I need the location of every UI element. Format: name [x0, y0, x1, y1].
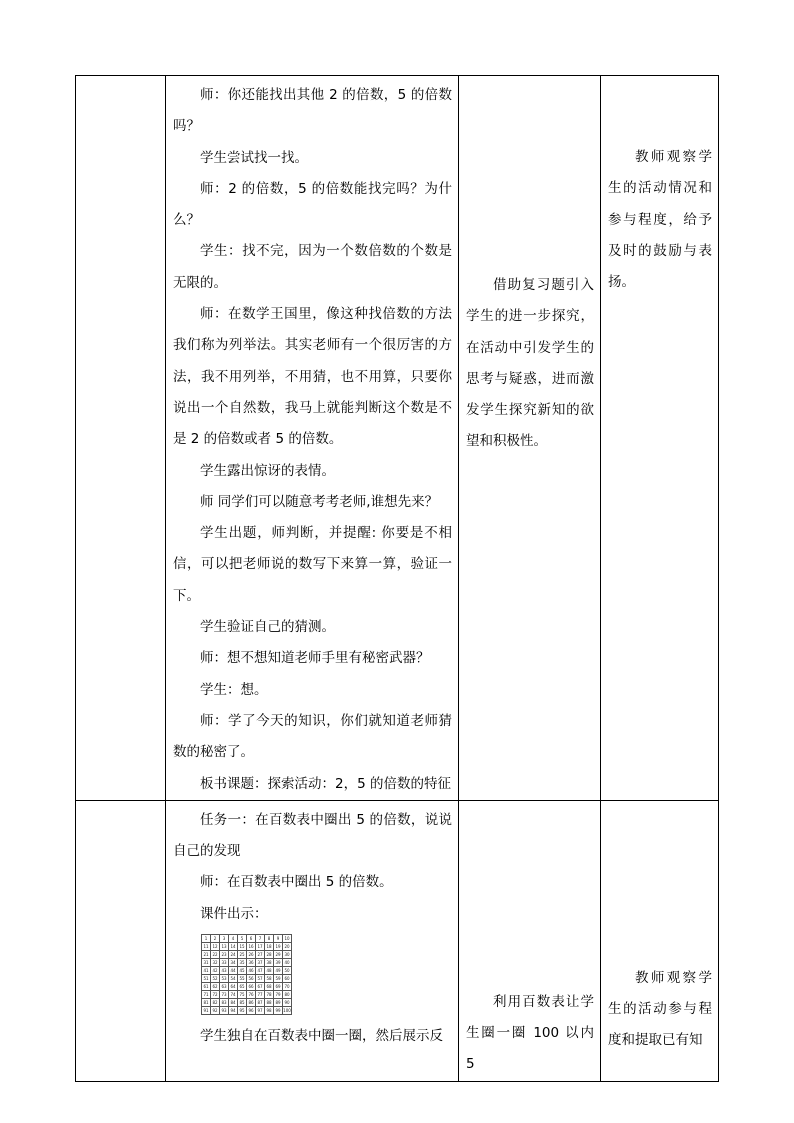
- intent-cell: [459, 800, 601, 1081]
- table-row: [76, 76, 719, 801]
- hundred-chart-cell: 76: [248, 992, 254, 998]
- hundred-chart-cell: 13: [221, 944, 227, 950]
- paragraph: 学生验证自己的猜测。: [200, 619, 335, 636]
- hundred-chart-cell: 81: [203, 1000, 209, 1006]
- paragraph: 学生：想。: [200, 681, 268, 698]
- hundred-chart-cell: 11: [203, 944, 209, 950]
- table-row: [76, 800, 719, 1081]
- hundred-chart-cell: 85: [239, 1000, 245, 1006]
- hundred-chart-cell: 55: [239, 976, 245, 982]
- hundred-chart: [201, 934, 292, 1015]
- hundred-chart-cell: 62: [212, 984, 218, 990]
- hundred-chart-cell: 25: [239, 952, 245, 958]
- hundred-chart-cell: 5: [238, 935, 247, 943]
- intent-cell: [459, 76, 601, 801]
- hundred-chart-cell: 67: [257, 984, 263, 990]
- hundred-chart-cell: 91: [203, 1008, 209, 1014]
- hundred-chart-cell: 75: [239, 992, 245, 998]
- hundred-chart-cell: 47: [257, 968, 263, 974]
- paragraph: 师：你还能找出其他 2 的倍数，5 的倍数吗？: [173, 87, 452, 135]
- lesson-plan-table: [75, 75, 719, 1082]
- hundred-chart-cell: 98: [266, 1008, 272, 1014]
- hundred-chart-row: [202, 999, 292, 1007]
- paragraph: 学生出题，师判断，并提醒: 你要是不相信，可以把老师说的数写下来算一算，验证一下。: [173, 525, 452, 604]
- hundred-chart-cell: 28: [266, 952, 272, 958]
- hundred-chart-cell: 87: [257, 1000, 263, 1006]
- hundred-chart-cell: 12: [212, 944, 218, 950]
- hundred-chart-cell: 41: [203, 968, 209, 974]
- hundred-chart-cell: 52: [212, 976, 218, 982]
- hundred-chart-cell: 46: [248, 968, 254, 974]
- hundred-chart-cell: 70: [284, 984, 290, 990]
- hundred-chart-cell: 16: [248, 944, 254, 950]
- evaluation-text: 教师观察学生的活动参与程度和提取已有知: [608, 969, 712, 1049]
- hundred-chart-cell: 66: [248, 984, 254, 990]
- hundred-chart-cell: 23: [221, 952, 227, 958]
- hundred-chart-cell: 43: [221, 968, 227, 974]
- hundred-chart-cell: 49: [275, 968, 281, 974]
- hundred-chart-cell: 88: [266, 1000, 272, 1006]
- paragraph: 学生独自在百数表中圈一圈，然后展示反: [200, 1028, 443, 1045]
- hundred-chart-cell: 53: [221, 976, 227, 982]
- hundred-chart-row: [202, 1007, 292, 1015]
- hundred-chart-cell: 97: [257, 1008, 263, 1014]
- hundred-chart-cell: 90: [284, 1000, 290, 1006]
- hundred-chart-cell: 94: [230, 1008, 236, 1014]
- process-text: [173, 805, 452, 930]
- paragraph: 师：2 的倍数，5 的倍数能找完吗？为什么？: [173, 180, 452, 229]
- hundred-chart-cell: 99: [275, 1008, 281, 1014]
- hundred-chart-cell: 29: [275, 952, 281, 958]
- hundred-chart-cell: 89: [275, 1000, 281, 1006]
- hundred-chart-cell: 84: [230, 1000, 236, 1006]
- process-text: [173, 1021, 452, 1052]
- hundred-chart-cell: 100: [283, 1008, 291, 1014]
- paragraph: 师：想不想知道老师手里有秘密武器？: [200, 650, 430, 667]
- hundred-chart-cell: 82: [212, 1000, 218, 1006]
- process-cell: [166, 800, 459, 1081]
- hundred-chart-cell: 77: [257, 992, 263, 998]
- hundred-chart-cell: 44: [230, 968, 236, 974]
- hundred-chart-cell: 92: [212, 1008, 218, 1014]
- intent-text: 利用百数表让学生圈一圈 100 以内 5: [466, 993, 594, 1073]
- hundred-chart-cell: 30: [284, 952, 290, 958]
- hundred-chart-cell: 61: [203, 984, 209, 990]
- evaluation-cell: [601, 800, 719, 1081]
- hundred-chart-cell: 78: [266, 992, 272, 998]
- hundred-chart-cell: 3: [220, 935, 229, 943]
- hundred-chart-cell: 14: [230, 944, 236, 950]
- hundred-chart-cell: 83: [221, 1000, 227, 1006]
- paragraph: 板书课题：探索活动：2，5 的倍数的特征: [200, 775, 451, 792]
- paragraph: 课件出示：: [200, 905, 268, 922]
- hundred-chart-cell: 60: [284, 976, 290, 982]
- hundred-chart-cell: 65: [239, 984, 245, 990]
- paragraph: 师：在百数表中圈出 5 的倍数。: [200, 874, 393, 891]
- hundred-chart-cell: 96: [248, 1008, 254, 1014]
- stage-cell: [76, 76, 166, 801]
- hundred-chart-cell: 64: [230, 984, 236, 990]
- hundred-chart-cell: 45: [239, 968, 245, 974]
- hundred-chart-row: [202, 967, 292, 975]
- paragraph: 师 同学们可以随意考考老师,谁想先来？: [200, 493, 439, 510]
- hundred-chart-cell: 17: [257, 944, 263, 950]
- hundred-chart-cell: 4: [229, 935, 238, 943]
- hundred-chart-cell: 68: [266, 984, 272, 990]
- hundred-chart-cell: 54: [230, 976, 236, 982]
- hundred-chart-row: [202, 943, 292, 951]
- hundred-chart-cell: 48: [266, 968, 272, 974]
- hundred-chart-cell: 86: [248, 1000, 254, 1006]
- hundred-chart-cell: 39: [275, 960, 281, 966]
- hundred-chart-cell: 59: [275, 976, 281, 982]
- hundred-chart-cell: 31: [203, 960, 209, 966]
- hundred-chart-cell: 35: [239, 960, 245, 966]
- paragraph: 学生尝试找一找。: [200, 149, 308, 166]
- hundred-chart-cell: 38: [266, 960, 272, 966]
- hundred-chart-row: [202, 935, 292, 943]
- hundred-chart-cell: 1: [202, 935, 211, 943]
- hundred-chart-cell: 36: [248, 960, 254, 966]
- hundred-chart-cell: 19: [275, 944, 281, 950]
- hundred-chart-cell: 8: [265, 935, 274, 943]
- hundred-chart-cell: 15: [239, 944, 245, 950]
- hundred-chart-cell: 95: [239, 1008, 245, 1014]
- hundred-chart-cell: 71: [203, 992, 209, 998]
- hundred-chart-cell: 9: [274, 935, 283, 943]
- paragraph: 师：在数学王国里，像这种找倍数的方法我们称为列举法。其实老师有一个很厉害的方法，我不用列举，不用猜，也不用算，只要你说出一个自然数，我马上就能判断这个数是不是 2 的倍数或者 5 的倍数。: [173, 306, 452, 448]
- evaluation-cell: [601, 76, 719, 801]
- hundred-chart-cell: 42: [212, 968, 218, 974]
- hundred-chart-row: [202, 983, 292, 991]
- hundred-chart-row: [202, 991, 292, 999]
- hundred-chart-cell: 73: [221, 992, 227, 998]
- process-cell: [166, 76, 459, 801]
- paragraph: 任务一：在百数表中圈出 5 的倍数，说说自己的发现: [173, 811, 452, 860]
- evaluation-text: 教师观察学生的活动情况和参与程度，给予及时的鼓励与表扬。: [608, 149, 712, 291]
- hundred-chart-cell: 58: [266, 976, 272, 982]
- hundred-chart-cell: 63: [221, 984, 227, 990]
- hundred-chart-cell: 93: [221, 1008, 227, 1014]
- process-text: [166, 76, 458, 800]
- hundred-chart-cell: 40: [284, 960, 290, 966]
- hundred-chart-cell: 51: [203, 976, 209, 982]
- hundred-chart-cell: 34: [230, 960, 236, 966]
- hundred-chart-cell: 24: [230, 952, 236, 958]
- paragraph: 学生：找不完，因为一个数倍数的个数是无限的。: [173, 243, 452, 291]
- hundred-chart-cell: 69: [275, 984, 281, 990]
- hundred-chart-cell: 50: [284, 968, 290, 974]
- hundred-chart-cell: 37: [257, 960, 263, 966]
- hundred-chart-row: [202, 959, 292, 967]
- hundred-chart-cell: 56: [248, 976, 254, 982]
- hundred-chart-cell: 2: [211, 935, 220, 943]
- hundred-chart-row: [202, 951, 292, 959]
- hundred-chart-cell: 7: [256, 935, 265, 943]
- hundred-chart-cell: 72: [212, 992, 218, 998]
- hundred-chart-cell: 32: [212, 960, 218, 966]
- hundred-chart-cell: 57: [257, 976, 263, 982]
- hundred-chart-row: [202, 975, 292, 983]
- hundred-chart-cell: 18: [266, 944, 272, 950]
- hundred-chart-cell: 21: [203, 952, 209, 958]
- hundred-chart-cell: 22: [212, 952, 218, 958]
- hundred-chart-cell: 33: [221, 960, 227, 966]
- paragraph: 学生露出惊讶的表情。: [200, 462, 335, 479]
- hundred-chart-cell: 20: [284, 944, 290, 950]
- hundred-chart-cell: 10: [284, 936, 290, 942]
- hundred-chart-cell: 6: [247, 935, 256, 943]
- hundred-chart-cell: 80: [284, 992, 290, 998]
- paragraph: 师：学了今天的知识，你们就知道老师猜数的秘密了。: [173, 712, 452, 761]
- hundred-chart-cell: 26: [248, 952, 254, 958]
- intent-text: 借助复习题引入学生的进一步探究，在活动中引发学生的思考与疑惑，进而激发学生探究新知的欲望和积极性。: [466, 277, 594, 450]
- hundred-chart-cell: 79: [275, 992, 281, 998]
- hundred-chart-cell: 27: [257, 952, 263, 958]
- stage-cell: [76, 800, 166, 1081]
- hundred-chart-cell: 74: [230, 992, 236, 998]
